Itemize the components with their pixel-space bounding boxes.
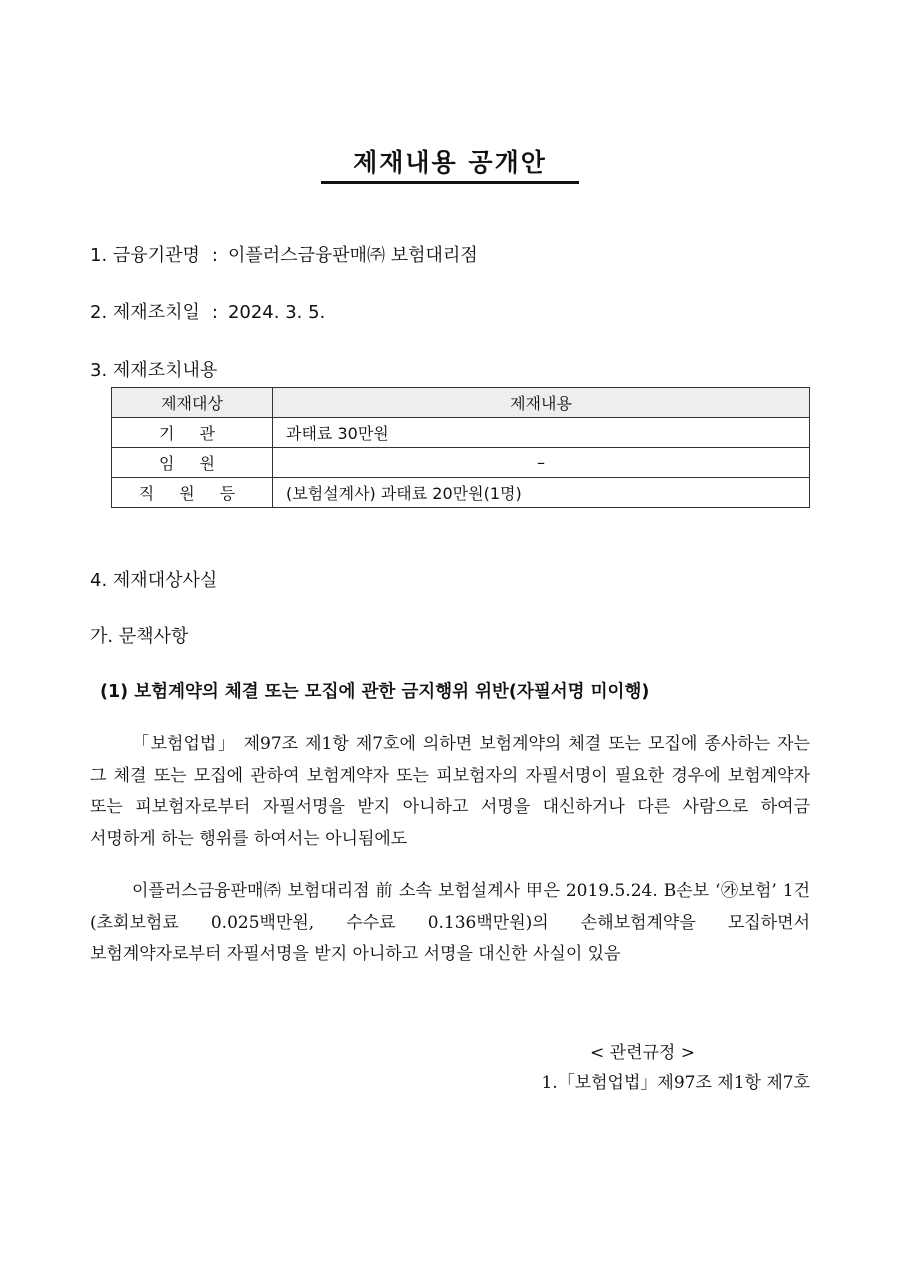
paragraph-text: 「보험업법」 제97조 제1항 제7호에 의하면 보험계약의 체결 또는 모집에 종사하는 자는 그 체결 또는 모집에 관하여 보험계약자 또는 피보험자의 자필서명이 필요한 경우에 보험계약자 또는 피보험자로부터 자필서명을 받지 아니하고 서명을 대신하거나 다른 사람으로 하여금 서명하게 하는 행위를 하여서는 아니됨에도 (90, 734, 810, 849)
paragraph-violation (90, 876, 810, 971)
related-regulations-title: < 관련규정 > (590, 1043, 695, 1063)
row-target: 기 관 (112, 418, 273, 448)
row-content: – (273, 448, 810, 478)
table-row (112, 418, 810, 448)
section-number: 3. (90, 360, 108, 381)
table-row (112, 478, 810, 508)
section-measures (90, 356, 217, 382)
row-content: (보험설계사) 과태료 20만원(1명) (273, 478, 810, 508)
table-header-row (112, 388, 810, 418)
section-facts (90, 566, 217, 592)
section-number: 4. (90, 570, 108, 591)
table-row (112, 448, 810, 478)
section-label: 제재대상사실 (112, 570, 218, 591)
section-label: 금융기관명 (112, 245, 200, 266)
item-title: (1) 보험계약의 체결 또는 모집에 관한 금지행위 위반(자필서명 미이행) (100, 682, 650, 702)
section-institution (90, 241, 478, 267)
section-number: 1. (90, 245, 108, 266)
related-regulation-item: 1.「보험업법」제97조 제1항 제7호 (541, 1073, 810, 1093)
row-content: 과태료 30만원 (273, 418, 810, 448)
subsection-title: 가. 문책사항 (90, 626, 189, 647)
section-number: 2. (90, 302, 108, 323)
header-content: 제재내용 (273, 388, 810, 418)
paragraph-text: 이플러스금융판매㈜ 보험대리점 前 소속 보험설계사 甲은 2019.5.24. B손보 ‘㉮보험’ 1건(초회보험료 0.025백만원, 수수료 0.136백만원)의 손해보험계약을 모집하면서 보험계약자로부터 자필서명을 받지 아니하고 서명을 대신한 사실이 있음 (90, 881, 810, 964)
sanction-date: 2024. 3. 5. (227, 302, 326, 323)
sanction-table (111, 387, 810, 508)
title-underline (321, 181, 579, 184)
section-label: 제재조치내용 (112, 360, 218, 381)
section-label: 제재조치일 (112, 302, 200, 323)
row-target: 임 원 (112, 448, 273, 478)
institution-name: 이플러스금융판매㈜ 보험대리점 (227, 245, 478, 266)
section-separator: : (211, 302, 218, 323)
row-target: 직 원 등 (112, 478, 273, 508)
paragraph-legal-basis (90, 729, 810, 855)
section-date (90, 298, 325, 324)
document-title: 제재내용 공개안 (353, 148, 547, 177)
header-target: 제재대상 (112, 388, 273, 418)
section-separator: : (211, 245, 218, 266)
